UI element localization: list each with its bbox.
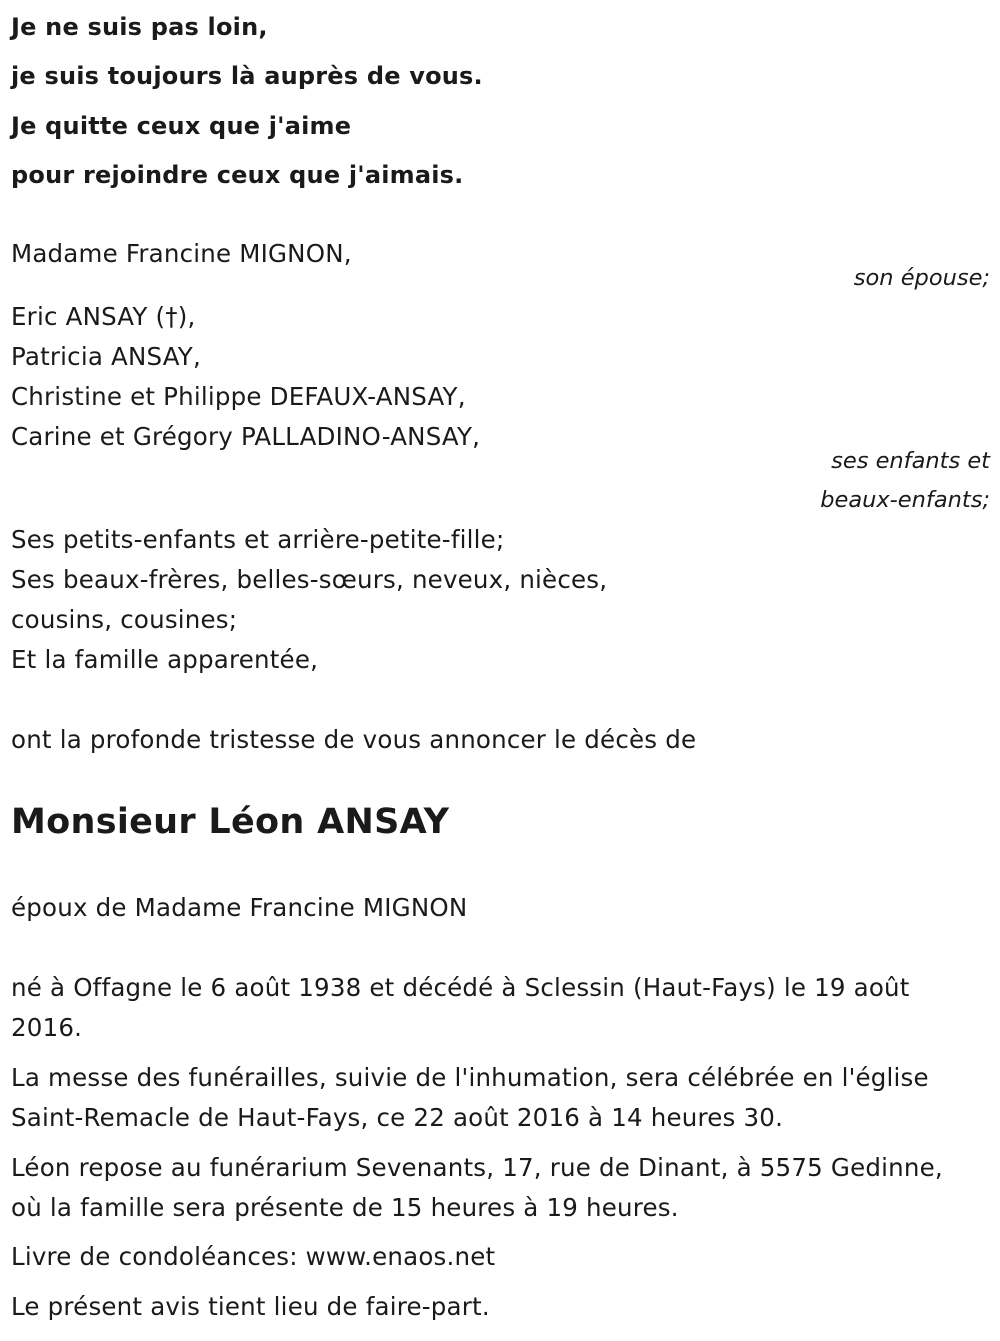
poem-line-3: Je quitte ceux que j'aime bbox=[11, 112, 352, 140]
child-3: Christine et Philippe DEFAUX-ANSAY, bbox=[11, 382, 466, 411]
condolences-line: Livre de condoléances: www.enaos.net bbox=[11, 1242, 496, 1271]
child-1: Eric ANSAY (†), bbox=[11, 302, 196, 331]
child-2: Patricia ANSAY, bbox=[11, 342, 201, 371]
family-line-2: Ses beaux-frères, belles-sœurs, neveux, nièces, bbox=[11, 565, 608, 594]
spouse-name: Madame Francine MIGNON, bbox=[11, 239, 352, 268]
funeral-line-2: Saint-Remacle de Haut-Fays, ce 22 août 2016 à 14 heures 30. bbox=[11, 1103, 784, 1132]
spouse-relation: son épouse; bbox=[853, 265, 990, 291]
family-line-1: Ses petits-enfants et arrière-petite-fille; bbox=[11, 525, 505, 554]
deceased-spouse-of: époux de Madame Francine MIGNON bbox=[11, 893, 468, 922]
poem-line-4: pour rejoindre ceux que j'aimais. bbox=[11, 161, 464, 189]
child-4: Carine et Grégory PALLADINO-ANSAY, bbox=[11, 422, 481, 451]
deceased-name: Monsieur Léon ANSAY bbox=[11, 802, 450, 842]
family-line-4: Et la famille apparentée, bbox=[11, 645, 319, 674]
funeral-line-1: La messe des funérailles, suivie de l'inhumation, sera célébrée en l'église bbox=[11, 1063, 929, 1092]
family-line-3: cousins, cousines; bbox=[11, 605, 238, 634]
poem-line-2: je suis toujours là auprès de vous. bbox=[11, 62, 483, 90]
birth-death-line-1: né à Offagne le 6 août 1938 et décédé à Sclessin (Haut-Fays) le 19 août bbox=[11, 973, 910, 1002]
rest-line-2: où la famille sera présente de 15 heures à 19 heures. bbox=[11, 1193, 679, 1222]
children-relation-line-1: ses enfants et bbox=[831, 448, 990, 474]
rest-line-1: Léon repose au funérarium Sevenants, 17, rue de Dinant, à 5575 Gedinne, bbox=[11, 1153, 943, 1182]
birth-death-line-2: 2016. bbox=[11, 1013, 83, 1042]
notice-line: Le présent avis tient lieu de faire-part. bbox=[11, 1292, 490, 1321]
children-relation-line-2: beaux-enfants; bbox=[820, 487, 990, 513]
poem-line-1: Je ne suis pas loin, bbox=[11, 13, 268, 41]
announcement: ont la profonde tristesse de vous annoncer le décès de bbox=[11, 725, 697, 754]
